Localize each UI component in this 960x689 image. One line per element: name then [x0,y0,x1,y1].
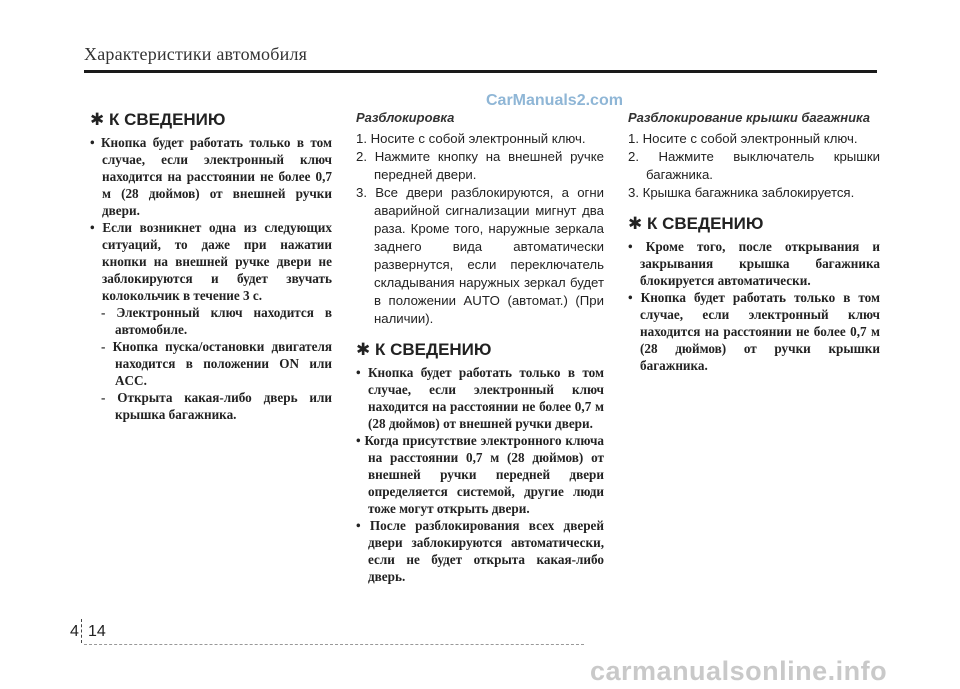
chapter-number: 4 [70,623,79,640]
note-subitem: - Кнопка пуска/остановки двигателя находится в положении ON или ACC. [101,339,332,388]
note-item: • После разблокирования всех дверей двери заблокируются автоматически, если не будет открыта какая-либо дверь. [356,518,604,584]
note-item: • Кроме того, после открывания и закрывания крышка багажника блокируется автоматически. [628,239,880,288]
section-heading-unlock: Разблокировка [356,110,455,125]
step-item: 1. Носите с собой электронный ключ. [356,131,586,146]
step-item: 3. Крышка багажника заблокируется. [628,185,855,200]
note-heading: ✱ К СВЕДЕНИЮ [628,214,764,233]
step-item: 2. Нажмите кнопку на внешней ручке передней двери. [356,149,604,182]
page-header-title: Характеристики автомобиля [84,44,308,64]
step-item: 2. Нажмите выключатель крышки багажника. [628,149,880,182]
note-subitem: - Открыта какая-либо дверь или крышка багажника. [101,390,332,422]
page-number: 14 [88,623,106,640]
step-item: 3. Все двери разблокируются, а огни аварийной сигнализации мигнут два раза. Кроме того, наружные зеркала заднего вида автоматически развернутся, если переключатель складывания наружных зеркал будет в положении AUTO (автомат.) (При наличии). [356,185,604,326]
header-rule [84,70,877,73]
column-3 [628,110,880,374]
note-heading: ✱ К СВЕДЕНИЮ [356,340,492,359]
column-2 [356,110,604,585]
section-heading-trunk: Разблокирование крышки багажника [628,110,871,125]
note-item: • Кнопка будет работать только в том случае, если электронный ключ находится на расстоянии не более 0,7 м (28 дюймов) от внешней ручки двери. [356,365,604,431]
note-item: • Если возникнет одна из следующих ситуаций, то даже при нажатии кнопки на внешней ручке двери не заблокируются и будет звучать колокольчик в течение 3 с. [90,220,332,303]
footer-dashed-line [84,644,584,645]
note-heading: ✱ К СВЕДЕНИЮ [90,110,226,129]
note-item: • Когда присутствие электронного ключа на расстоянии 0,7 м (28 дюймов) от внешней ручки передней двери определяется системой, другие люди тоже могут открыть двери. [356,433,604,516]
page-number-divider [81,619,82,643]
watermark-bottom: carmanualsonline.info [590,656,888,686]
watermark-top: CarManuals2.com [486,92,623,109]
note-item: • Кнопка будет работать только в том случае, если электронный ключ находится на расстоянии не более 0,7 м (28 дюймов) от внешней ручки двери. [90,135,332,218]
note-item: • Кнопка будет работать только в том случае, если электронный ключ находится на расстоянии не более 0,7 м (28 дюймов) от ручки крышки багажника. [628,290,880,373]
step-item: 1. Носите с собой электронный ключ. [628,131,858,146]
note-subitem: - Электронный ключ находится в автомобиле. [101,305,332,337]
column-1 [90,110,332,423]
